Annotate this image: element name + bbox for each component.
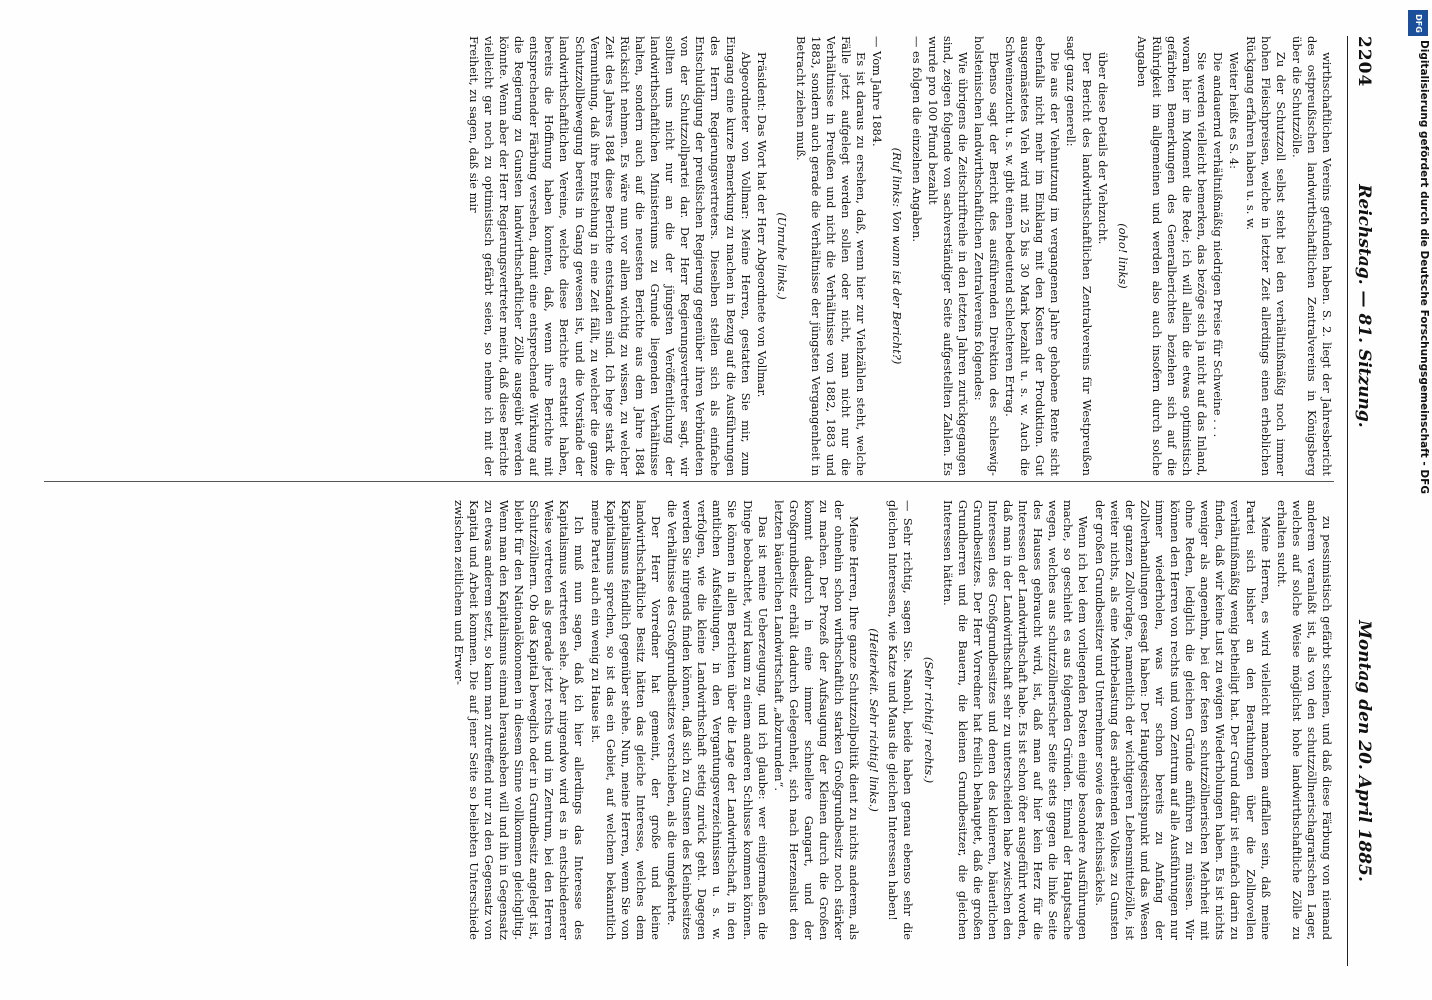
paragraph: Sie werden vielleicht bemerken, das bezöge sich ja nicht auf das Inland, woran hier im Moment die Rede; ich will allein die etwas optimistisch gefärbten Bemerkungen des Generalberichtes beziehen sich auf die Rührigkeit im allgemeinen und werden also auch insofern durch solche Angaben: [1134, 36, 1210, 476]
dfg-stamp: [1406, 6, 1430, 996]
paragraph: Wie übrigens die Zeitschriftreihe in den letzten Jahren zurückgegangen sind, zeigen folgende von sachverständiger Seite aufgestellten Zahlen. Es wurde pro 100 Pfund bezahlt: [925, 36, 970, 476]
header-left-title: Reichstag. — 81. Sitzung.: [1354, 184, 1374, 428]
paragraph: Ebenso sagt der Bericht des ausführenden Direktion des schleswig-holsteinischen landwirthschaftlichen Zentralvereins folgendes:: [971, 36, 1002, 476]
paragraph: wirthschaftlichen Vereins gefunden haben. S. 2. liegt der Jahresbericht des ostpreußischen landwirthschaftlichen Zentralvereins in Königsberg über die Schutzzölle.: [1289, 36, 1334, 476]
right-text-column: [44, 500, 1334, 940]
paragraph: Ich muß nun sagen, daß ich hier allerdings das Interesse des Kapitalismus vertreten sehe. Aber nirgendwo wird es in entschiedenerer Weise vertreten als gerade jetzt rechts und im Zentrum, bei den Herren Schutzzöllnern. Ob das Kapital beweglich oder in Grundbesitz angelegt ist, bleibt für den Nationalökonomen in diesem Sinne vollkommen gleichgiltig. Wenn man den Kapitalismus einmal herausheben will und ihn in Gegensatz zu etwas anderem setzt, so kann man zutreffend nur zu den Gegensatz von Kapital und Arbeit kommen. Die auf jener Seite so beliebten Unterschiede zwischen zeitlichem und Erwer-: [451, 500, 587, 940]
paragraph: Die andauernd verhältnißmäßig niedrigen Preise für Schweine . . .: [1211, 52, 1226, 438]
paragraph: Das ist meine Ueberzeugung, und ich glaube: wer einigermaßen die Dinge beobachtet, wird kaum zu einem anderen Schlusse kommen können. Sie können in allen Berichten über die Lage der Landwirthschaft, in den amtlichen Aufstellungen, in den Vergantungsverzeichnissen u. s. w. verfolgen, wie die kleine Landwirthschaft stetig zurück geht. Dagegen werden Sie nirgends finden können, daß sich zu Gunsten des Kleinbesitzes die Verhältnisse des Großgrundbesitzes verschieben, als die umgekehrte.: [665, 500, 770, 940]
page-number: 2204: [1354, 36, 1374, 88]
paragraph: Der Bericht des landwirthschaftlichen Zentralvereins für Westpreußen sagt ganz generell:: [1064, 36, 1094, 476]
paragraph: (Heiterkeit. Sehr richtig! links.): [867, 628, 882, 812]
paragraph: Der Herr Vorredner hat gemeint, der große und kleine landwirthschaftliche Besitz hätten das gleiche Interesse, welches dem Kapitalismus feindlich gegenüber stehe. Nun, meine Herren, wenn Sie von Kapitalismus sprechen, so ist das ein Gebiet, auf welchem bekanntlich meine Partei auch ein wenig zu Hause ist.: [588, 500, 663, 940]
paragraph: (oho! links): [1115, 223, 1130, 289]
paragraph: — es folgen die einzelnen Angaben.: [909, 36, 924, 242]
paragraph: Wenn ich bei dem vorliegenden Posten einige besondere Ausführungen mache, so geschieht es aus folgenden Gründen. Einmal der Hauptsache wegen, welches aus schutzzöllnerischer Seite stets gegen die linke Seite des Hauses gebraucht wird, ist, daß man auf hier kein Herz für die Interessen der Landwirthschaft habe. Es ist schon öfter ausgeführt worden, daß man in der Landwirthschaft sehr zu unterscheiden habe zwischen den Interessen des Großgrundbesitzes und denen des kleineren, bäuerlichen Grundbesitzes. Der Herr Vorredner hat freilich behauptet, daß die großen Grundherren und die Bauern, die kleinen Grundbesitzer, die gleichen Interessen hätten.: [940, 500, 1091, 940]
running-header: [1348, 36, 1382, 966]
paragraph: Die aus der Viehnutzung im vergangenen Jahre gehobene Rente sicht ebenfalls nicht mehr im Einklang mit den Kosten der Produktion. Gut ausgemästetes Vieh wird mit 25 bis 30 Mark bezahlt u. s. w. Auch die Schweinezucht u. s. w. gibt einen bedeutend schlechteren Ertrag.: [1003, 36, 1063, 476]
paragraph: (Sehr richtig! rechts.): [921, 656, 936, 784]
header-right-title: Montag den 20. April 1885.: [1354, 620, 1374, 882]
paragraph: Meine Herren, Ihre ganze Schutzzollpolitik dient zu nichts anderem, als der ohnehin schon wirthschaftlich starken Großgrundbesitz noch stärker zu machen. Der Prozeß der Aufsaugung der Kleinen durch die Großen kommt dadurch in eine immer schnellere Gangart, und der Großgrundbesitz erhält dadurch Gelegenheit, sich nach Herzenslust den letzten bäuerlichen Landwirtschaft „abzurunden“.: [771, 500, 862, 940]
paragraph: — Vom Jahre 1884.: [870, 36, 885, 147]
column-divider: [44, 481, 1334, 482]
paragraph: Zu der Schutzzoll selbst steht bei den verhältnißmäßig noch immer hohen Fleischpreisen, welche in letzter Zeit allerdings einen erheblichen Rückgang erfahren haben u. s. w.: [1243, 36, 1288, 476]
dfg-logo-icon: DFG: [1408, 10, 1428, 36]
paragraph: Weiter heißt es S. 4:: [1227, 52, 1242, 170]
paragraph: — Sehr richtig, sagen Sie. Nanohl, beide haben genau ebenso sehr die gleichen Interessen, wie Katze und Maus die gleichen Interessen haben!: [886, 500, 916, 940]
paragraph: über diese Details der Viehzucht.: [1095, 52, 1110, 245]
paragraph: Abgeordneter von Vollmar: Meine Herren, gestatten Sie mir, zum Eingang eine kurze Bemerkung zu machen in Bezug auf die Ausführungen des Herrn Regierungsvertreters. Dieselben stellen sich als einfache Entschuldigung der preußischen Regierung gegenüber ihren Verbündeten von der Schutzzollpartei dar. Der Herr Regierungsvertreter sagt, wir sollten uns nicht nur an die der jüngsten Veröffentlichung der landwirthschaftlichen Ministeriums zu Grunde liegenden Verhältnisse halten, sondern auch auf die neuesten Berichte aus dem Jahre 1884 Rücksicht nehmen. Es wäre nun vor allem wichtig zu wissen, zu welcher Zeit des Jahres 1884 diese Berichte entstanden sind. Ich hege stark die Vermuthung, daß ihre Entstehung in eine Zeit fällt, zu welcher die ganze Schutzzollbewegung bereits in Gang gewesen ist, und die Vorstände der landwirthschaftlichen Vereine, welche diese Berichte erstattet haben, bereits die Hoffnung haben konnten, daß, wenn ihre Berichte mit entsprechender Färbung versehen, damit eine entsprechende Wirkung auf die Regierung zu Gunsten landwirthschaftlicher Zölle ausgeübt werden könnte. Wenn aber der Herr Regierungsvertreter meint, daß diese Berichte vielleicht gar noch zu optimistisch gefärbt seien, so nehme ich mit der Freiheit, zu sagen, daß sie mir: [466, 36, 753, 476]
paragraph: (Unruhe links.): [774, 212, 789, 300]
paragraph: zu pessimistisch gefärbt scheinen, und daß diese Färbung von niemand anderem veranlaßt ist, als von den schutzzöllnerischagrarischen Lager, welches auf solche Weise möglichst hohe landwirthschaftliche Zölle zu erhalten sucht.: [1274, 500, 1334, 940]
paragraph: Meine Herren, es wird vielleicht manchem auffallen sein, daß meine Partei sich bisher an den Berathungen über die Zollnovellen verhältnißmäßig wenig betheiligt hat. Der Grund dafür ist einfach darin zu finden, daß wir keine Lust zu ewigen Wiederholungen haben. Es ist nichts weniger als angenehm, bei der festen schutzzöllnerischen Mehrheit mit ohne Reden, lediglich die gleichen Gründe anführen zu müssen. Wir können den Herren von rechts und vom Zentrum auf alle Ausführungen nur immer wiederholen, was wir schon bereits zu Anfang der Zollverhandlungen gesagt haben: Der Hauptgesichtspunkt und das Wesen der ganzen Zollvorlage, namentlich der wichtigeren Lebensmittelzölle, ist weiter nichts, als eine Mehrbelastung des arbeitenden Volkes zu Gunsten der großen Grundbesitzer und Unternehmer sowie des Reichssäckels.: [1092, 500, 1273, 940]
paragraph: Präsident: Das Wort hat der Herr Abgeordnete von Vollmar.: [754, 52, 769, 398]
left-text-column: [44, 36, 1334, 476]
header-rule: [1347, 36, 1348, 966]
dfg-stamp-text: Digitalisierung gefördert durch die Deutsche Forschungsgemeinschaft - DFG: [1418, 40, 1430, 494]
paragraph: Es ist daraus zu ersehen, daß, wenn hier zur Viehzählen steht, welche Fälle jetzt aufgelegt werden sollen oder nicht, man nicht nur die Verhältnisse in Preußen und nicht die Verhältnisse von 1882, 1883 und 1883, sondern auch gerade die Verhältnisse der jüngsten Vergangenheit in Betracht ziehen muß.: [793, 36, 869, 476]
paragraph: (Ruf links: Von wann ist der Bericht?): [890, 147, 905, 365]
